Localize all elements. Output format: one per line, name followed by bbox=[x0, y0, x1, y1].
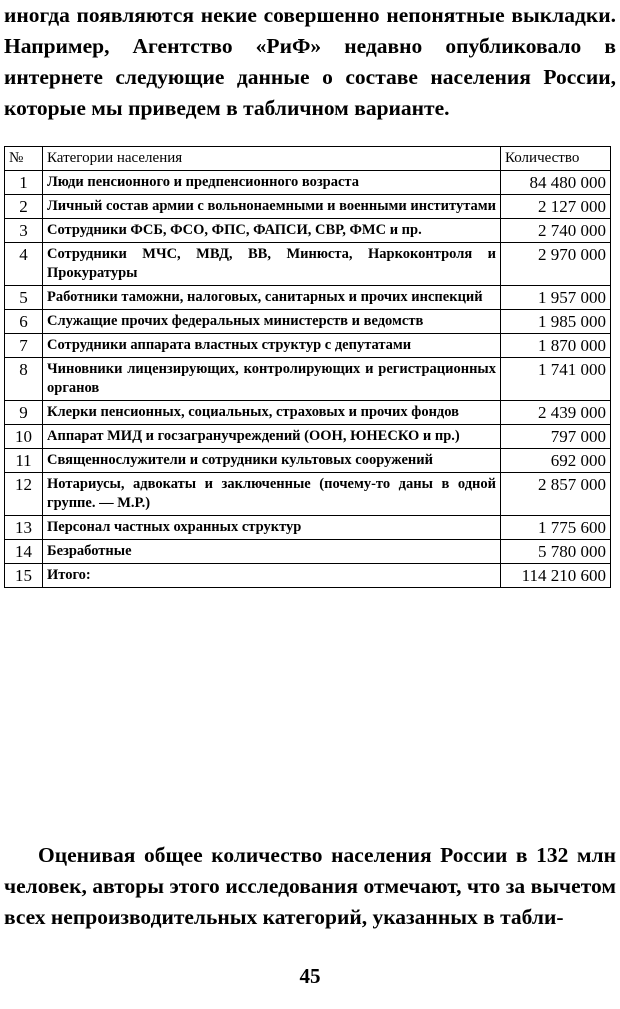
row-quantity: 692 000 bbox=[501, 449, 611, 473]
row-number: 13 bbox=[5, 516, 43, 540]
row-number: 11 bbox=[5, 449, 43, 473]
row-number: 2 bbox=[5, 195, 43, 219]
row-category: Нотариусы, адвокаты и заключенные (почему-то даны в одной группе. — М.Р.) bbox=[43, 473, 501, 516]
row-quantity: 2 127 000 bbox=[501, 195, 611, 219]
row-quantity: 114 210 600 bbox=[501, 564, 611, 588]
row-category: Безработные bbox=[43, 540, 501, 564]
bottom-text: Оценивая общее количество населения России в 132 млн человек, авторы этого исследования отмечают, что за вычетом всех непроизводительных категорий, указанных в табли- bbox=[4, 843, 616, 929]
table-total-row bbox=[5, 564, 611, 588]
table-row bbox=[5, 243, 611, 286]
row-category: Чиновники лицензирующих, контролирующих и регистрационных органов bbox=[43, 358, 501, 401]
row-number: 5 bbox=[5, 286, 43, 310]
table-row bbox=[5, 401, 611, 425]
intro-text: иногда появляются некие совершенно непонятные выкладки. Например, Агентство «РиФ» недавно опубликовало в интернете следующие данные о составе населения России, которые мы приведем в табличном варианте. bbox=[4, 3, 616, 120]
row-quantity: 1 870 000 bbox=[501, 334, 611, 358]
bottom-paragraph bbox=[4, 840, 616, 933]
row-number: 7 bbox=[5, 334, 43, 358]
row-number: 3 bbox=[5, 219, 43, 243]
table-row bbox=[5, 540, 611, 564]
row-number: 14 bbox=[5, 540, 43, 564]
row-category: Итого: bbox=[43, 564, 501, 588]
table-row bbox=[5, 286, 611, 310]
row-category: Работники таможни, налоговых, санитарных и прочих инспекций bbox=[43, 286, 501, 310]
row-category: Сотрудники МЧС, МВД, ВВ, Минюста, Наркоконтроля и Прокуратуры bbox=[43, 243, 501, 286]
row-quantity: 2 970 000 bbox=[501, 243, 611, 286]
row-number: 6 bbox=[5, 310, 43, 334]
page-number: 45 bbox=[299, 964, 321, 988]
row-number: 8 bbox=[5, 358, 43, 401]
row-number: 4 bbox=[5, 243, 43, 286]
table-row bbox=[5, 358, 611, 401]
row-number: 1 bbox=[5, 171, 43, 195]
table-row bbox=[5, 195, 611, 219]
header-category: Категории населения bbox=[43, 147, 501, 171]
row-quantity: 5 780 000 bbox=[501, 540, 611, 564]
row-category: Аппарат МИД и госзагранучреждений (ООН, ЮНЕСКО и пр.) bbox=[43, 425, 501, 449]
table-row bbox=[5, 425, 611, 449]
row-category: Люди пенсионного и предпенсионного возраста bbox=[43, 171, 501, 195]
row-number: 12 bbox=[5, 473, 43, 516]
population-table-container bbox=[4, 146, 610, 588]
table-row bbox=[5, 473, 611, 516]
row-number: 9 bbox=[5, 401, 43, 425]
table-row bbox=[5, 310, 611, 334]
table-row bbox=[5, 334, 611, 358]
table-row bbox=[5, 516, 611, 540]
table-row bbox=[5, 219, 611, 243]
row-category: Сотрудники аппарата властных структур с депутатами bbox=[43, 334, 501, 358]
row-category: Личный состав армии с вольнонаемными и военными институтами bbox=[43, 195, 501, 219]
table-row bbox=[5, 449, 611, 473]
row-number: 15 bbox=[5, 564, 43, 588]
header-quantity: Количество bbox=[501, 147, 611, 171]
row-category: Сотрудники ФСБ, ФСО, ФПС, ФАПСИ, СВР, ФМС и пр. bbox=[43, 219, 501, 243]
row-quantity: 1 957 000 bbox=[501, 286, 611, 310]
row-number: 10 bbox=[5, 425, 43, 449]
row-quantity: 84 480 000 bbox=[501, 171, 611, 195]
population-table bbox=[4, 146, 611, 588]
row-quantity: 1 775 600 bbox=[501, 516, 611, 540]
row-quantity: 1 741 000 bbox=[501, 358, 611, 401]
header-num: № bbox=[5, 147, 43, 171]
row-quantity: 2 439 000 bbox=[501, 401, 611, 425]
row-quantity: 2 740 000 bbox=[501, 219, 611, 243]
row-category: Клерки пенсионных, социальных, страховых и прочих фондов bbox=[43, 401, 501, 425]
row-category: Персонал частных охранных структур bbox=[43, 516, 501, 540]
row-quantity: 2 857 000 bbox=[501, 473, 611, 516]
table-row bbox=[5, 171, 611, 195]
row-quantity: 797 000 bbox=[501, 425, 611, 449]
table-header-row bbox=[5, 147, 611, 171]
row-quantity: 1 985 000 bbox=[501, 310, 611, 334]
row-category: Священнослужители и сотрудники культовых сооружений bbox=[43, 449, 501, 473]
intro-paragraph bbox=[4, 0, 616, 124]
row-category: Служащие прочих федеральных министерств и ведомств bbox=[43, 310, 501, 334]
